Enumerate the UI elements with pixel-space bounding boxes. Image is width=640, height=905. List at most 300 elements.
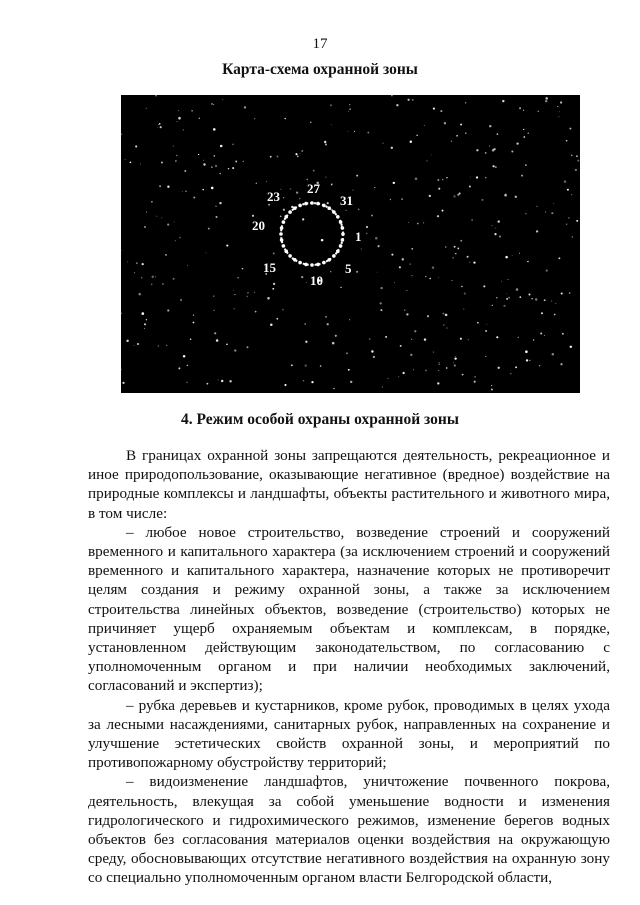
terrain-point bbox=[367, 132, 369, 134]
terrain-point bbox=[401, 198, 403, 200]
terrain-point bbox=[569, 292, 571, 294]
terrain-point bbox=[429, 278, 431, 280]
terrain-point bbox=[193, 196, 195, 198]
terrain-point bbox=[521, 175, 523, 177]
terrain-point bbox=[402, 372, 404, 374]
terrain-point bbox=[432, 266, 435, 269]
terrain-point bbox=[446, 367, 448, 369]
terrain-point bbox=[485, 356, 486, 357]
terrain-point bbox=[374, 187, 375, 188]
terrain-point bbox=[411, 248, 413, 250]
terrain-point bbox=[485, 152, 487, 154]
terrain-point bbox=[134, 345, 135, 346]
terrain-point bbox=[301, 276, 303, 278]
terrain-point bbox=[387, 378, 388, 379]
terrain-point bbox=[303, 380, 304, 381]
terrain-point bbox=[226, 245, 228, 247]
terrain-point bbox=[425, 276, 426, 277]
terrain-point bbox=[233, 290, 234, 291]
terrain-point bbox=[507, 279, 508, 280]
terrain-point bbox=[407, 99, 409, 101]
terrain-point bbox=[572, 236, 573, 237]
terrain-point bbox=[406, 313, 408, 315]
terrain-point bbox=[429, 195, 431, 197]
terrain-point bbox=[283, 209, 285, 211]
terrain-point bbox=[173, 278, 175, 280]
terrain-point bbox=[159, 123, 161, 125]
terrain-point bbox=[539, 365, 540, 366]
boundary-marker bbox=[310, 263, 314, 267]
page-number: 17 bbox=[312, 36, 328, 52]
terrain-point bbox=[300, 153, 301, 154]
terrain-point bbox=[391, 254, 393, 256]
terrain-point bbox=[346, 210, 347, 211]
boundary-marker bbox=[341, 226, 345, 230]
terrain-point bbox=[175, 160, 176, 161]
terrain-point bbox=[151, 284, 153, 286]
terrain-point bbox=[471, 219, 472, 220]
map-title: Карта-схема охранной зоны bbox=[222, 61, 418, 78]
terrain-point bbox=[350, 381, 352, 383]
terrain-point bbox=[560, 101, 562, 103]
terrain-point bbox=[311, 381, 313, 383]
terrain-point bbox=[161, 217, 162, 218]
terrain-point bbox=[216, 339, 219, 342]
terrain-point bbox=[349, 108, 351, 110]
terrain-point bbox=[183, 355, 186, 358]
terrain-point bbox=[501, 281, 502, 282]
terrain-point bbox=[299, 198, 301, 200]
terrain-point bbox=[529, 360, 530, 361]
terrain-point bbox=[455, 253, 456, 254]
terrain-point bbox=[523, 136, 525, 138]
terrain-point bbox=[266, 181, 267, 182]
terrain-point bbox=[454, 364, 456, 366]
terrain-point bbox=[301, 150, 303, 152]
terrain-point bbox=[349, 319, 350, 320]
terrain-point bbox=[442, 210, 444, 212]
terrain-point bbox=[413, 369, 414, 370]
terrain-point bbox=[297, 155, 299, 157]
terrain-point bbox=[536, 230, 538, 232]
terrain-point bbox=[177, 121, 178, 122]
terrain-point bbox=[167, 186, 169, 188]
terrain-point bbox=[528, 293, 530, 295]
terrain-point bbox=[576, 155, 578, 157]
terrain-point bbox=[267, 297, 270, 300]
boundary-point-label: 5 bbox=[345, 261, 352, 276]
terrain-point bbox=[354, 131, 355, 132]
terrain-point bbox=[135, 145, 137, 147]
terrain-point bbox=[142, 263, 144, 265]
paragraph: – любое новое строительство, возведение строений и сооружений временного и капитального характера (за исключением строений и сооружений временного и капитального характера, назначение которых не противоречит целям создания и режиму охранной зоны, а также за исключением строительства линейных объектов, возведение (строительство) которых не причиняет ущерб охраняемым объектам и комплексам, в порядке, установленном действующим законодательством, по согласованию с уполномоченным органом и при наличии необходимых заключений, согласований и экспертиз); bbox=[88, 523, 610, 695]
boundary-marker bbox=[304, 263, 308, 267]
terrain-point bbox=[515, 196, 517, 198]
terrain-point bbox=[437, 215, 439, 217]
terrain-point bbox=[242, 268, 244, 270]
boundary-marker bbox=[322, 204, 326, 208]
terrain-point bbox=[417, 223, 419, 225]
terrain-point bbox=[527, 261, 528, 262]
terrain-point bbox=[576, 220, 578, 222]
terrain-point bbox=[469, 262, 470, 263]
terrain-point bbox=[469, 186, 471, 188]
boundary-marker bbox=[298, 204, 302, 208]
terrain-point bbox=[228, 168, 230, 170]
terrain-point bbox=[165, 254, 167, 256]
terrain-point bbox=[232, 167, 234, 169]
terrain-point bbox=[516, 288, 519, 291]
terrain-point bbox=[185, 190, 187, 192]
terrain-point bbox=[157, 127, 158, 128]
terrain-point bbox=[446, 177, 447, 178]
terrain-point bbox=[451, 280, 452, 281]
terrain-point bbox=[122, 382, 124, 384]
terrain-point bbox=[427, 315, 429, 317]
terrain-point bbox=[377, 272, 378, 273]
terrain-point bbox=[497, 133, 499, 135]
terrain-point bbox=[161, 162, 163, 164]
terrain-point bbox=[382, 386, 383, 387]
terrain-point bbox=[126, 340, 128, 342]
terrain-point bbox=[498, 220, 500, 222]
terrain-point bbox=[394, 282, 395, 283]
terrain-point bbox=[442, 179, 444, 181]
terrain-point bbox=[340, 287, 341, 288]
terrain-point bbox=[346, 352, 348, 354]
terrain-point bbox=[443, 324, 444, 325]
terrain-point bbox=[268, 204, 270, 206]
terrain-point bbox=[243, 161, 244, 162]
terrain-point bbox=[178, 110, 179, 111]
terrain-point bbox=[125, 159, 126, 160]
terrain-point bbox=[320, 365, 322, 367]
boundary-point-label: 1 bbox=[355, 229, 362, 244]
terrain-point bbox=[373, 356, 375, 358]
terrain-point bbox=[402, 258, 404, 260]
boundary-point-label: 31 bbox=[340, 193, 353, 208]
terrain-point bbox=[535, 298, 537, 300]
terrain-point bbox=[482, 199, 484, 201]
map-canvas bbox=[121, 95, 580, 393]
terrain-point bbox=[504, 194, 507, 197]
terrain-point bbox=[213, 128, 216, 131]
terrain-point bbox=[453, 195, 455, 197]
terrain-point bbox=[284, 384, 286, 386]
terrain-point bbox=[127, 262, 128, 263]
terrain-point bbox=[505, 256, 508, 259]
boundary-marker bbox=[341, 232, 345, 236]
terrain-point bbox=[380, 287, 382, 289]
boundary-marker bbox=[288, 210, 292, 214]
terrain-point bbox=[494, 233, 496, 235]
terrain-point bbox=[444, 122, 446, 124]
terrain-point bbox=[526, 359, 528, 361]
terrain-point bbox=[330, 271, 331, 272]
terrain-point bbox=[121, 369, 122, 370]
terrain-point bbox=[531, 298, 532, 299]
terrain-point bbox=[162, 283, 164, 285]
boundary-marker bbox=[336, 215, 340, 219]
terrain-point bbox=[497, 367, 499, 369]
terrain-point bbox=[371, 215, 373, 217]
terrain-point bbox=[496, 336, 498, 338]
terrain-point bbox=[560, 363, 562, 365]
terrain-point bbox=[438, 362, 439, 363]
terrain-point bbox=[474, 376, 476, 378]
terrain-point bbox=[463, 309, 464, 310]
terrain-point bbox=[445, 314, 448, 317]
terrain-point bbox=[551, 212, 553, 214]
terrain-point bbox=[371, 350, 373, 352]
terrain-point bbox=[398, 376, 399, 377]
terrain-point bbox=[541, 312, 543, 314]
terrain-point bbox=[459, 192, 461, 194]
boundary-marker bbox=[327, 258, 331, 262]
terrain-point bbox=[445, 246, 446, 247]
terrain-point bbox=[151, 201, 153, 203]
terrain-point bbox=[256, 183, 257, 184]
terrain-point bbox=[144, 328, 145, 329]
terrain-point bbox=[485, 177, 486, 178]
terrain-point bbox=[495, 166, 496, 167]
terrain-point bbox=[433, 108, 435, 110]
terrain-point bbox=[453, 362, 454, 363]
terrain-point bbox=[489, 146, 490, 147]
paragraph: В границах охранной зоны запрещаются деятельность, рекреационное и иное природопользование, оказывающие негативное (вредное) воздействие на природные комплексы и ландшафты, объекты растительного и животного мира, в том числе: bbox=[88, 447, 610, 522]
terrain-point bbox=[536, 206, 537, 207]
terrain-point bbox=[393, 182, 395, 184]
terrain-point bbox=[470, 177, 471, 178]
terrain-point bbox=[462, 374, 464, 376]
terrain-point bbox=[483, 285, 485, 287]
terrain-point bbox=[237, 277, 238, 278]
terrain-point bbox=[502, 100, 504, 102]
terrain-point bbox=[437, 179, 439, 181]
terrain-point bbox=[202, 189, 204, 191]
terrain-point bbox=[366, 226, 368, 228]
terrain-point bbox=[325, 316, 327, 318]
boundary-marker bbox=[279, 232, 283, 236]
terrain-point bbox=[348, 369, 350, 371]
terrain-point bbox=[438, 188, 440, 190]
boundary-marker bbox=[282, 220, 286, 224]
terrain-point bbox=[276, 318, 278, 320]
terrain-point bbox=[330, 104, 332, 106]
terrain-point bbox=[492, 305, 493, 306]
terrain-point bbox=[176, 155, 178, 157]
terrain-point bbox=[558, 116, 559, 117]
terrain-point bbox=[375, 237, 378, 240]
boundary-marker bbox=[284, 249, 288, 253]
terrain-point bbox=[390, 199, 391, 200]
terrain-point bbox=[575, 169, 577, 171]
terrain-point bbox=[523, 129, 524, 130]
terrain-point bbox=[555, 303, 556, 304]
terrain-point bbox=[553, 203, 554, 204]
terrain-point bbox=[533, 339, 534, 340]
terrain-point bbox=[496, 297, 498, 299]
terrain-point bbox=[155, 276, 156, 277]
terrain-point bbox=[485, 330, 487, 332]
terrain-point bbox=[378, 245, 380, 247]
terrain-point bbox=[130, 161, 132, 163]
terrain-point bbox=[412, 99, 414, 101]
terrain-point bbox=[566, 140, 568, 142]
terrain-point bbox=[235, 161, 237, 163]
boundary-marker bbox=[339, 220, 343, 224]
terrain-point bbox=[229, 380, 231, 382]
terrain-point bbox=[211, 103, 213, 105]
terrain-point bbox=[499, 235, 501, 237]
terrain-point bbox=[545, 100, 547, 102]
terrain-point bbox=[437, 382, 439, 384]
terrain-point bbox=[544, 299, 546, 301]
terrain-point bbox=[433, 352, 434, 353]
terrain-point bbox=[410, 140, 412, 142]
terrain-point bbox=[571, 155, 572, 156]
terrain-point bbox=[244, 106, 246, 108]
terrain-point bbox=[492, 149, 495, 152]
terrain-point bbox=[512, 255, 513, 256]
terrain-point bbox=[491, 389, 493, 391]
terrain-point bbox=[158, 124, 159, 125]
terrain-point bbox=[141, 277, 142, 278]
terrain-point bbox=[391, 95, 393, 96]
boundary-marker bbox=[293, 206, 297, 210]
terrain-point bbox=[559, 111, 560, 112]
terrain-point bbox=[142, 312, 145, 315]
terrain-point bbox=[460, 338, 462, 340]
terrain-point bbox=[492, 225, 493, 226]
terrain-point bbox=[291, 364, 293, 366]
boundary-point-label: 27 bbox=[307, 181, 320, 196]
boundary-marker bbox=[322, 261, 326, 265]
terrain-point bbox=[222, 99, 223, 100]
terrain-point bbox=[552, 353, 555, 356]
terrain-point bbox=[167, 309, 169, 311]
terrain-point bbox=[396, 104, 398, 106]
boundary-marker bbox=[280, 238, 284, 242]
terrain-point bbox=[439, 364, 440, 365]
terrain-point bbox=[408, 222, 409, 223]
terrain-point bbox=[234, 349, 236, 351]
terrain-point bbox=[516, 142, 518, 144]
terrain-point bbox=[423, 222, 424, 223]
terrain-point bbox=[545, 212, 546, 213]
terrain-point bbox=[491, 385, 492, 386]
terrain-point bbox=[219, 202, 221, 204]
terrain-point bbox=[254, 118, 255, 119]
terrain-point bbox=[391, 147, 393, 149]
terrain-point bbox=[528, 132, 529, 133]
terrain-point bbox=[167, 224, 169, 226]
terrain-point bbox=[146, 212, 147, 213]
terrain-point bbox=[226, 344, 228, 346]
terrain-point bbox=[383, 143, 384, 144]
terrain-point bbox=[569, 346, 570, 347]
terrain-point bbox=[454, 246, 456, 248]
terrain-point bbox=[415, 177, 418, 180]
terrain-point bbox=[187, 365, 189, 367]
terrain-point bbox=[399, 266, 401, 268]
terrain-point bbox=[561, 292, 563, 294]
terrain-point bbox=[284, 118, 285, 119]
terrain-point bbox=[255, 311, 257, 313]
terrain-point bbox=[551, 300, 552, 301]
terrain-point bbox=[510, 373, 512, 375]
terrain-point bbox=[246, 296, 248, 298]
terrain-point bbox=[191, 110, 193, 112]
terrain-point bbox=[416, 134, 418, 136]
terrain-point bbox=[193, 315, 194, 316]
boundary-marker bbox=[327, 206, 331, 210]
terrain-point bbox=[155, 95, 157, 96]
terrain-point bbox=[215, 216, 217, 218]
terrain-point bbox=[369, 338, 371, 340]
terrain-point bbox=[306, 282, 307, 283]
terrain-point bbox=[404, 310, 405, 311]
terrain-point bbox=[215, 165, 217, 167]
terrain-point bbox=[180, 299, 182, 301]
terrain-point bbox=[495, 228, 496, 229]
terrain-point bbox=[525, 350, 528, 353]
terrain-point bbox=[215, 206, 216, 207]
terrain-point bbox=[144, 226, 146, 228]
boundary-point-label: 20 bbox=[252, 218, 265, 233]
terrain-point bbox=[457, 247, 459, 249]
terrain-point bbox=[140, 164, 141, 165]
terrain-point bbox=[272, 288, 274, 290]
terrain-point bbox=[290, 188, 292, 190]
terrain-point bbox=[409, 263, 411, 265]
terrain-point bbox=[146, 108, 147, 109]
boundary-point-label: 15 bbox=[263, 260, 276, 275]
terrain-point bbox=[304, 323, 305, 324]
terrain-point bbox=[438, 370, 439, 371]
terrain-point bbox=[206, 383, 208, 385]
terrain-point bbox=[310, 122, 311, 123]
terrain-point bbox=[571, 194, 572, 195]
terrain-point bbox=[137, 343, 139, 345]
terrain-point bbox=[426, 160, 427, 161]
paragraph: – видоизменение ландшафтов, уничтожение почвенного покрова, деятельность, влекущая за собой уменьшение водности и изменения гидрологического и гидрохимического режимов, изменение берегов водных объектов без согласования материалов оценки воздействия на окружающую среду, обосновывающих отсутствие негативного воздействия на охранную зону со специально уполномоченным органом власти Белгородской области, bbox=[88, 773, 610, 887]
terrain-point bbox=[203, 160, 204, 161]
terrain-point bbox=[178, 117, 181, 120]
terrain-point bbox=[221, 380, 223, 382]
terrain-point bbox=[178, 367, 180, 369]
terrain-point bbox=[280, 215, 282, 217]
boundary-marker bbox=[298, 261, 302, 265]
terrain-point bbox=[412, 275, 413, 276]
terrain-point bbox=[460, 124, 462, 126]
terrain-point bbox=[184, 170, 186, 172]
terrain-point bbox=[358, 209, 360, 211]
terrain-point bbox=[467, 256, 469, 258]
terrain-point bbox=[136, 262, 138, 264]
terrain-point bbox=[332, 342, 335, 345]
boundary-point-label: 10 bbox=[310, 273, 323, 288]
terrain-point bbox=[456, 135, 458, 137]
terrain-point bbox=[537, 111, 538, 112]
terrain-point bbox=[146, 319, 147, 320]
terrain-point bbox=[452, 257, 453, 258]
terrain-point bbox=[206, 252, 207, 253]
boundary-marker bbox=[304, 202, 308, 206]
body-text bbox=[88, 446, 610, 888]
boundary-marker bbox=[332, 210, 336, 214]
terrain-point bbox=[465, 102, 466, 103]
